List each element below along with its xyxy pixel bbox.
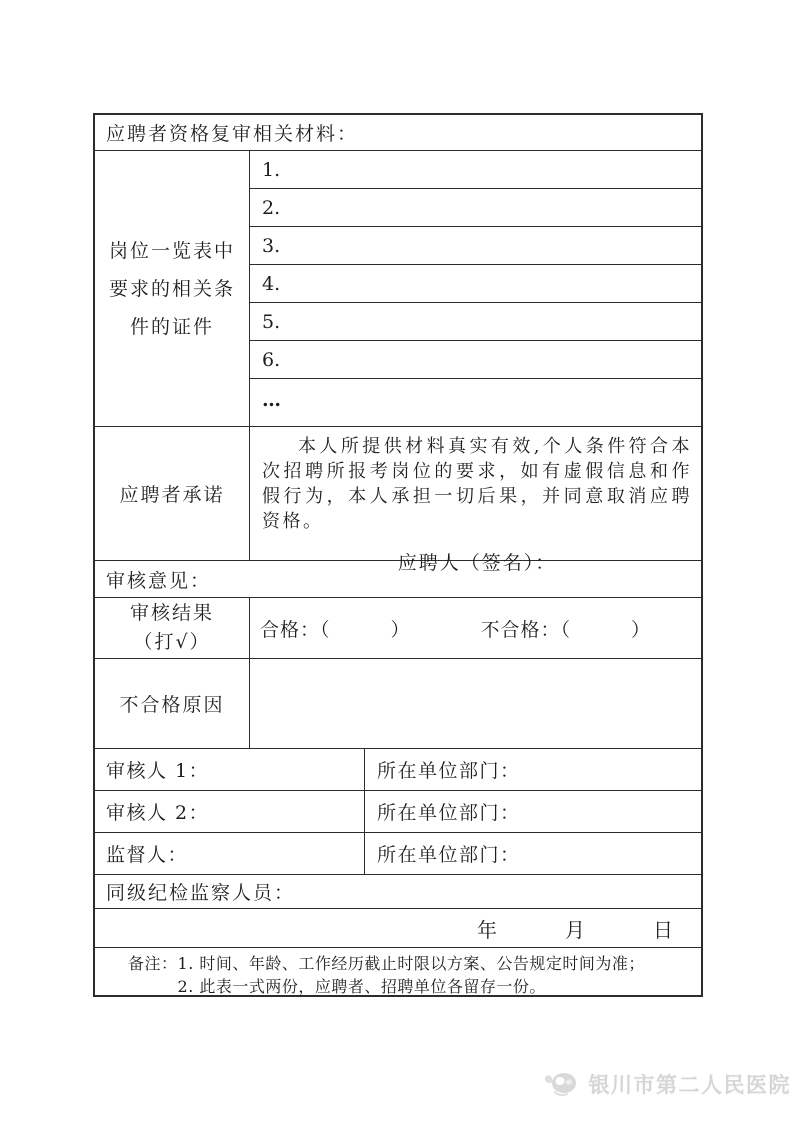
date-line: 年 月 日 <box>95 909 701 948</box>
notes-section <box>95 948 701 995</box>
discipline-personnel-label: 同级纪检监察人员： <box>95 875 701 909</box>
reviewer1-row <box>95 749 701 791</box>
note-item-2: 2. 此表一式两份，应聘者、招聘单位各留存一份。 <box>177 976 546 996</box>
commitment-text: 本人所提供材料真实有效,个人条件符合本次招聘所报考岗位的要求，如有虚假信息和作假行为，本人承担一切后果，并同意取消应聘资格。 <box>262 436 692 532</box>
reviewer1-dept-label: 所在单位部门： <box>377 760 521 782</box>
review-result-label-text <box>130 599 214 658</box>
material-row-1: 1. <box>250 151 701 189</box>
review-result-line2: （打√） <box>133 631 211 653</box>
review-result-line1: 审核结果 <box>129 601 214 624</box>
qualification-review-form-table <box>93 113 703 997</box>
material-row-5: 5. <box>250 303 701 341</box>
materials-section <box>95 151 701 427</box>
material-row-4: 4. <box>250 265 701 303</box>
fail-reason-blank-cell <box>250 659 701 748</box>
fail-reason-section <box>95 659 701 749</box>
fail-reason-label-text: 不合格原因 <box>119 694 225 716</box>
supervisor-name-label: 监督人： <box>95 833 365 874</box>
commitment-label-text: 应聘者承诺 <box>119 484 225 506</box>
pass-option: 合格：（ ） <box>260 618 411 641</box>
review-result-section <box>95 598 701 659</box>
commitment-section <box>95 427 701 574</box>
materials-label-text: 岗位一览表中要求的相关条件的证件 <box>108 239 235 338</box>
hospital-brand <box>543 1068 792 1100</box>
material-row-ellipsis: … <box>262 389 283 411</box>
material-row-2: 2. <box>250 189 701 227</box>
fail-reason-label-cell <box>95 659 250 748</box>
review-opinion-label: 审核意见： <box>95 561 701 598</box>
reviewer2-name-label: 审核人 2： <box>95 791 365 832</box>
form-header-title: 应聘者资格复审相关材料： <box>95 115 701 151</box>
fail-option: 不合格：（ ） <box>480 618 651 641</box>
reviewer2-row <box>95 791 701 833</box>
commitment-label-cell <box>95 427 250 560</box>
notes-prefix-label: 备注： <box>128 954 178 973</box>
material-row-6: 6. <box>250 341 701 379</box>
reviewer1-name-label: 审核人 1： <box>95 749 365 790</box>
note-item-1: 1. 时间、年龄、工作经历截止时限以方案、公告规定时间为准； <box>177 954 645 973</box>
applicant-signature-label: 应聘人（签名）： <box>397 552 557 574</box>
supervisor-dept-label: 所在单位部门： <box>377 844 521 866</box>
commitment-body-cell <box>250 427 701 574</box>
reviewer2-dept-label: 所在单位部门： <box>377 802 521 824</box>
material-row-3: 3. <box>250 227 701 265</box>
hospital-logo-icon <box>543 1068 583 1100</box>
notes-list <box>178 953 645 998</box>
materials-label-cell <box>95 151 250 426</box>
review-result-label-cell <box>95 598 250 658</box>
materials-rows <box>250 151 701 426</box>
supervisor-row <box>95 833 701 875</box>
review-result-options-cell <box>250 598 701 658</box>
hospital-name-watermark: 银川市第二人民医院 <box>588 1073 791 1097</box>
